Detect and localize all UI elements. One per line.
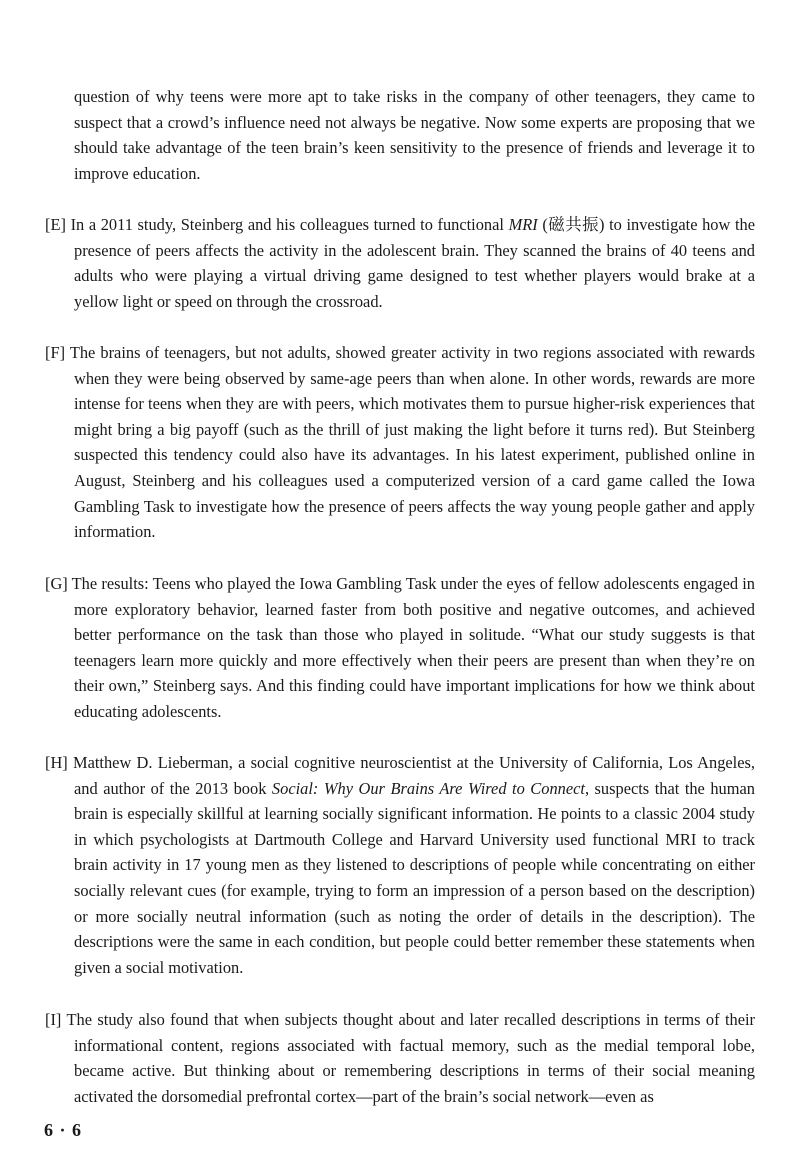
paragraph-h-italic: Social: Why Our Brains Are Wired to Connect (271, 778, 585, 798)
paragraph-h-text-end: , suspects that the human brain is especially skillful at learning socially significant information. He points to a classic 2004 study in which psychologists at Dartmouth College and Harvard University used functional MRI to track brain activity in 17 young men as they listened to descriptions of people while concentrating on either socially relevant cues (for example, trying to form an impression of a person based on the description) or more socially neutral information (such as noting the order of details in the description). The descriptions were the same in each condition, but people could better remember these statements when given a social motivation. (74, 778, 755, 977)
paragraph-e-italic: MRI (508, 215, 538, 234)
paragraph-h-text-start: Matthew D. Lieberman, a social cognitive neuroscientist at the University of California, Los Angeles, and author of the 2013 book (73, 753, 755, 798)
paragraph-h-label: [H] (45, 753, 68, 772)
paragraph-g-text: The results: Teens who played the Iowa Gambling Task under the eyes of fellow adolescents engaged in more exploratory behavior, learned faster from both positive and negative outcomes, and achieved better performance on the task than those who played in solitude. “What our study suggests is that teenagers learn more quickly and more effectively when their peers are present than when they’re on their own,” Steinberg says. And this finding could have important implications for how we think about educating adolescents. (71, 574, 755, 721)
paragraph-h (45, 750, 755, 980)
paragraph-f-label: [F] (45, 343, 66, 362)
paragraph-f (45, 340, 755, 545)
paragraph-g (45, 571, 755, 725)
paragraph-g-label: [G] (45, 574, 68, 593)
paragraph-intro-text: question of why teens were more apt to take risks in the company of other teenagers, they came to suspect that a crowd’s influence need not always be negative. Now some experts are proposing that we should take advantage of the teen brain’s keen sensitivity to the presence of friends and leverage it to improve education. (74, 87, 755, 183)
paragraph-i-label: [I] (45, 1010, 62, 1029)
paragraph-i-text: The study also found that when subjects thought about and later recalled descriptions in terms of their informational content, regions associated with factual memory, such as the medial temporal lobe, became active. But thinking about or remembering descriptions in terms of their social meaning activated the dorsomedial prefrontal cortex—part of the brain’s social network—even as (66, 1010, 756, 1106)
paragraph-e-text-start: In a 2011 study, Steinberg and his colleagues turned to functional (70, 215, 509, 234)
paragraph-e-text-end: (磁共振) to investigate how the presence of peers affects the activity in the adolescent brain. They scanned the brains of 40 teens and adults who were playing a virtual driving game designed to test whether players would brake at a yellow light or speed on through the crossroad. (74, 215, 755, 311)
page-number: 6 · 6 (44, 1120, 83, 1140)
paragraph-intro (45, 84, 755, 186)
paragraph-f-text: The brains of teenagers, but not adults, showed greater activity in two regions associated with rewards when they were being observed by same-age peers than when alone. In other words, rewards are more intense for teens when they are with peers, which motivates them to pursue higher-risk experiences that might bring a big payoff (such as the thrill of just making the light before it turns red). But Steinberg suspected this tendency could also have its advantages. In his latest experiment, published online in August, Steinberg and his colleagues used a computerized version of a card game called the Iowa Gambling Task to investigate how the presence of peers affects the way young people gather and apply information. (69, 343, 755, 542)
paragraph-e (45, 212, 755, 314)
paragraph-e-label: [E] (45, 215, 66, 234)
paragraph-i (45, 1007, 755, 1109)
